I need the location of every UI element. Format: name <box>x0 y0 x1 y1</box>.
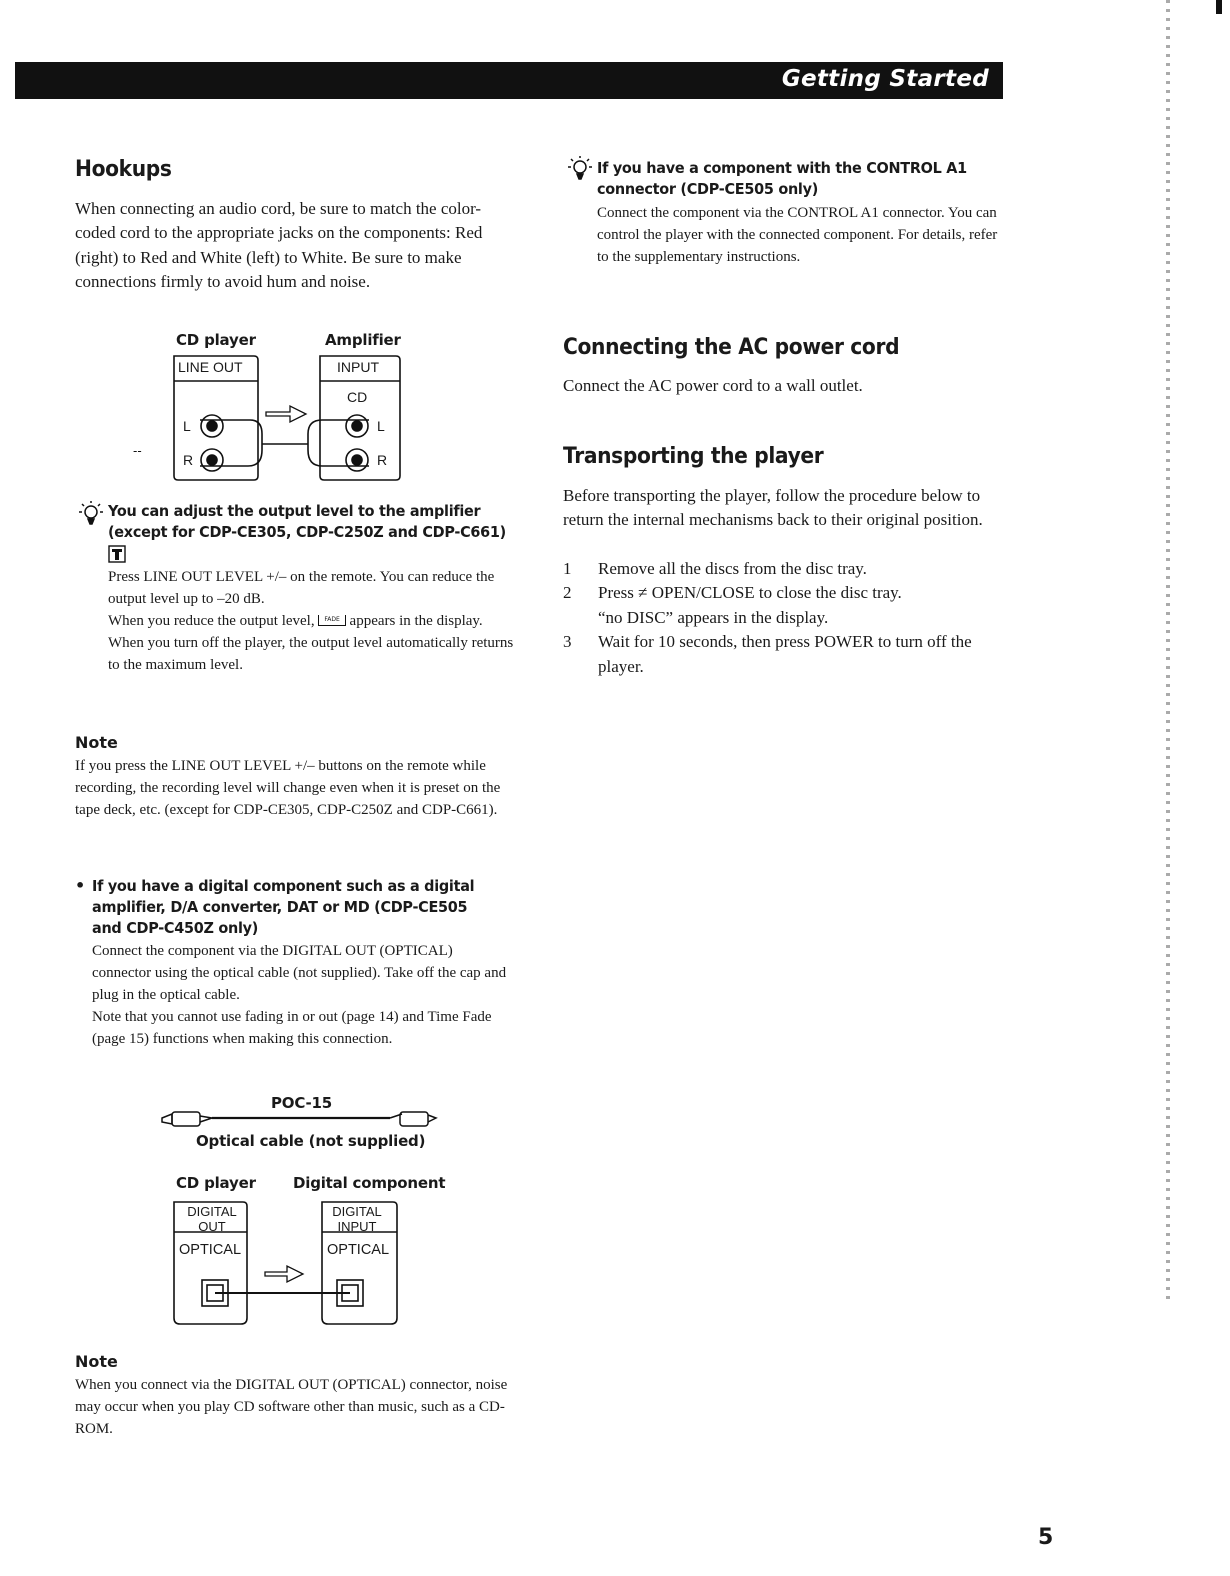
transport-heading: Transporting the player <box>563 444 824 469</box>
scan-edge-mark <box>1216 0 1222 14</box>
transport-step: “no DISC” appears in the display. <box>598 607 829 627</box>
fade-indicator-icon: FADE <box>318 615 345 626</box>
transport-body: Before transporting the player, follow the procedure below to return the internal mechanisms back to their original position. <box>563 486 983 530</box>
ac-power-body: Connect the AC power cord to a wall outlet. <box>563 376 863 395</box>
page-number: 5 <box>1038 1525 1054 1550</box>
tip1-title: You can adjust the output level to the amplifier (except for CDP-CE305, CDP-C250Z and CDP-C661) <box>108 502 506 541</box>
jack-r-right: R <box>377 452 388 468</box>
tip1-body: Press LINE OUT LEVEL +/– on the remote. You can reduce the output level up to –20 dB. When you reduce the output level, FADE appears in the display. When you turn off the player, the output level automatically returns to the maximum level. <box>108 569 514 673</box>
diagram2-digital-component-label: Digital component <box>293 1174 446 1192</box>
transport-steps <box>563 557 1003 679</box>
input-label: INPUT <box>337 359 379 375</box>
digital-out-label: DIGITAL OUT <box>187 1204 237 1234</box>
diagram1-cd-player-label: CD player <box>176 331 256 349</box>
note1-title: Note <box>75 733 118 752</box>
scan-edge-line <box>1166 0 1170 1300</box>
hookups-heading: Hookups <box>75 157 172 182</box>
section-header-bar <box>15 62 1003 99</box>
transport-step: 3 Wait for 10 seconds, then press POWER to turn off the player. <box>563 632 972 676</box>
svg-text:--: -- <box>133 444 142 458</box>
remote-icon <box>108 545 126 563</box>
optical-cable-caption: Optical cable (not supplied) <box>196 1132 426 1150</box>
tip2-body: Connect the component via the CONTROL A1 connector. You can control the player with the connected component. For details, refer to the supplementary instructions. <box>597 205 998 265</box>
jack-l-right: L <box>377 418 385 434</box>
line-out-label: LINE OUT <box>178 359 243 375</box>
digital-component-body: Connect the component via the DIGITAL OUT (OPTICAL) connector using the optical cable (not supplied). Take off the cap and plug in the optical cable. Note that you cannot use fading in or out (page 14) and Time Fade (page 15) functions when making this connection. <box>92 943 507 1047</box>
diagram1-amplifier-label: Amplifier <box>325 331 401 349</box>
tip2-title: If you have a component with the CONTROL A1 connector (CDP-CE505 only) <box>597 159 967 198</box>
bullet-dot: • <box>75 876 86 895</box>
input-cd-label: CD <box>347 389 368 405</box>
jack-r-left: R <box>183 452 194 468</box>
tip-lightbulb-icon <box>78 500 104 526</box>
transport-step: 2 Press ≠ OPEN/CLOSE to close the disc tray. <box>563 583 902 603</box>
note1-body: If you press the LINE OUT LEVEL +/– buttons on the remote while recording, the recording level will change even when it is preset on the tape deck, etc. (except for CDP-CE305, CDP-C250Z and CDP-C661). <box>75 758 501 818</box>
section-title: Getting Started <box>781 66 989 92</box>
optical-label-right: OPTICAL <box>327 1242 390 1258</box>
digital-input-label: DIGITAL INPUT <box>332 1204 382 1234</box>
optical-cable-icon <box>160 1106 440 1134</box>
jack-l-left: L <box>183 418 191 434</box>
hookups-body: When connecting an audio cord, be sure to match the color-coded cord to the appropriate jacks on the components: Red (right) to Red and White (left) to White. Be sure to make connections firmly to avoid hum and noise. <box>75 199 483 292</box>
tip-lightbulb-icon <box>567 155 593 181</box>
diagram2-cd-player-label: CD player <box>176 1174 256 1192</box>
digital-component-title: If you have a digital component such as a digital amplifier, D/A converter, DAT or MD (CDP-CE505 and CDP-C450Z only) <box>92 877 475 937</box>
note2-body: When you connect via the DIGITAL OUT (OPTICAL) connector, noise may occur when you play CD software other than music, such as a CD-ROM. <box>75 1377 508 1437</box>
optical-label-left: OPTICAL <box>179 1242 242 1258</box>
ac-power-heading: Connecting the AC power cord <box>563 335 900 360</box>
poc15-label: POC-15 <box>271 1094 332 1112</box>
note2-title: Note <box>75 1352 118 1371</box>
transport-step: 1 Remove all the discs from the disc tray. <box>563 559 867 578</box>
